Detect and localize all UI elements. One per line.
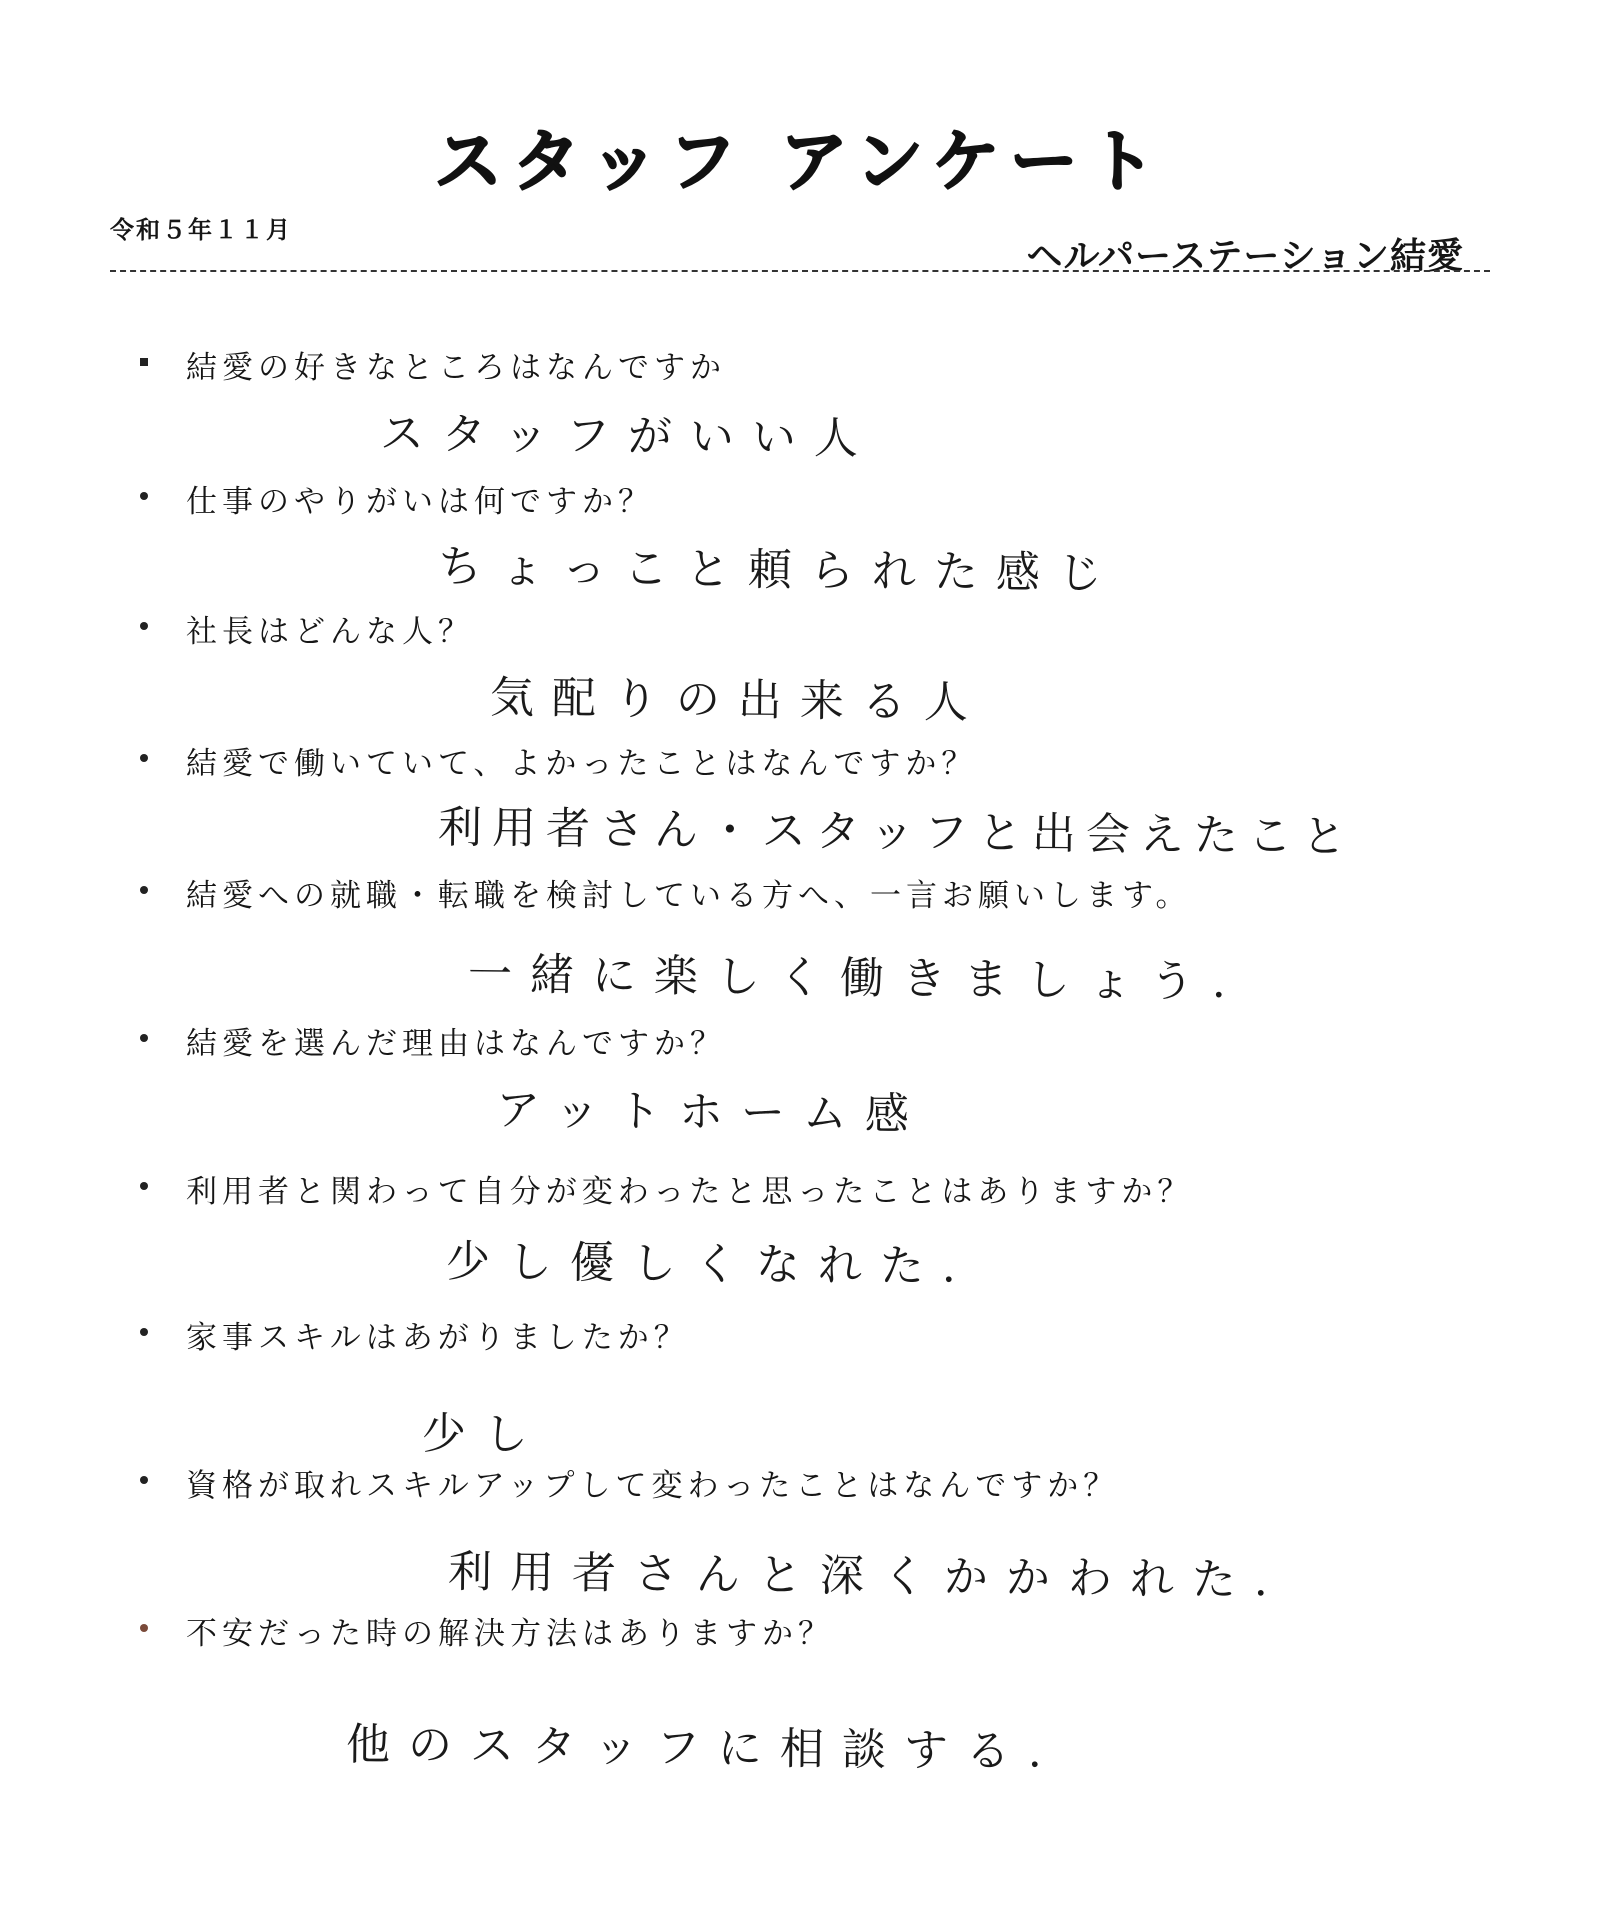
answer-text: 利用者さんと深くかかわれた. <box>447 1546 1287 1607</box>
answer-text: ちょっこと頼られた感じ <box>437 541 1121 600</box>
answer-text: 利用者さん・スタッフと出会えたこと <box>437 802 1357 863</box>
question-text: 資格が取れスキルアップして変わったことはなんですか？ <box>186 1468 1120 1504</box>
bullet-icon <box>140 1476 148 1484</box>
bullet-icon <box>140 358 148 366</box>
bullet-icon <box>140 1182 148 1190</box>
answer-text: スタッフがいい人 <box>379 408 877 465</box>
question-text: 仕事のやりがいは何ですか？ <box>186 484 654 520</box>
answer-text: 少し優しくなれた. <box>445 1236 975 1293</box>
question-text: 結愛で働いていて、よかったことはなんですか？ <box>186 746 978 782</box>
bullet-icon <box>140 754 148 762</box>
bullet-icon <box>140 1624 148 1632</box>
answer-text: 他のスタッフに相談する. <box>345 1719 1061 1778</box>
answer-text: 少し <box>421 1408 547 1461</box>
bullet-icon <box>140 886 148 894</box>
organization-name: ヘルパーステーション結愛 <box>1026 236 1464 277</box>
question-text: 結愛の好きなところはなんですか <box>186 350 726 386</box>
bullet-icon <box>140 622 148 630</box>
answer-text: アットホーム感 <box>495 1084 928 1141</box>
question-text: 利用者と関わって自分が変わったと思ったことはありますか？ <box>186 1174 1194 1210</box>
header-divider <box>110 270 1490 272</box>
answer-text: 気配りの出来る人 <box>489 672 987 729</box>
bullet-icon <box>140 492 148 500</box>
answer-text: 一緒に楽しく働きましょう. <box>467 948 1245 1009</box>
question-text: 結愛を選んだ理由はなんですか？ <box>186 1026 726 1062</box>
bullet-icon <box>140 1328 148 1336</box>
question-text: 家事スキルはあがりましたか？ <box>186 1320 690 1356</box>
question-text: 不安だった時の解決方法はありますか？ <box>186 1616 834 1652</box>
page-title: スタッフ アンケート <box>434 123 1166 202</box>
question-text: 社長はどんな人？ <box>186 614 474 650</box>
bullet-icon <box>140 1034 148 1042</box>
survey-date: 令和５年１１月 <box>110 216 292 244</box>
question-text: 結愛への就職・転職を検討している方へ、一言お願いします。 <box>186 878 1192 914</box>
